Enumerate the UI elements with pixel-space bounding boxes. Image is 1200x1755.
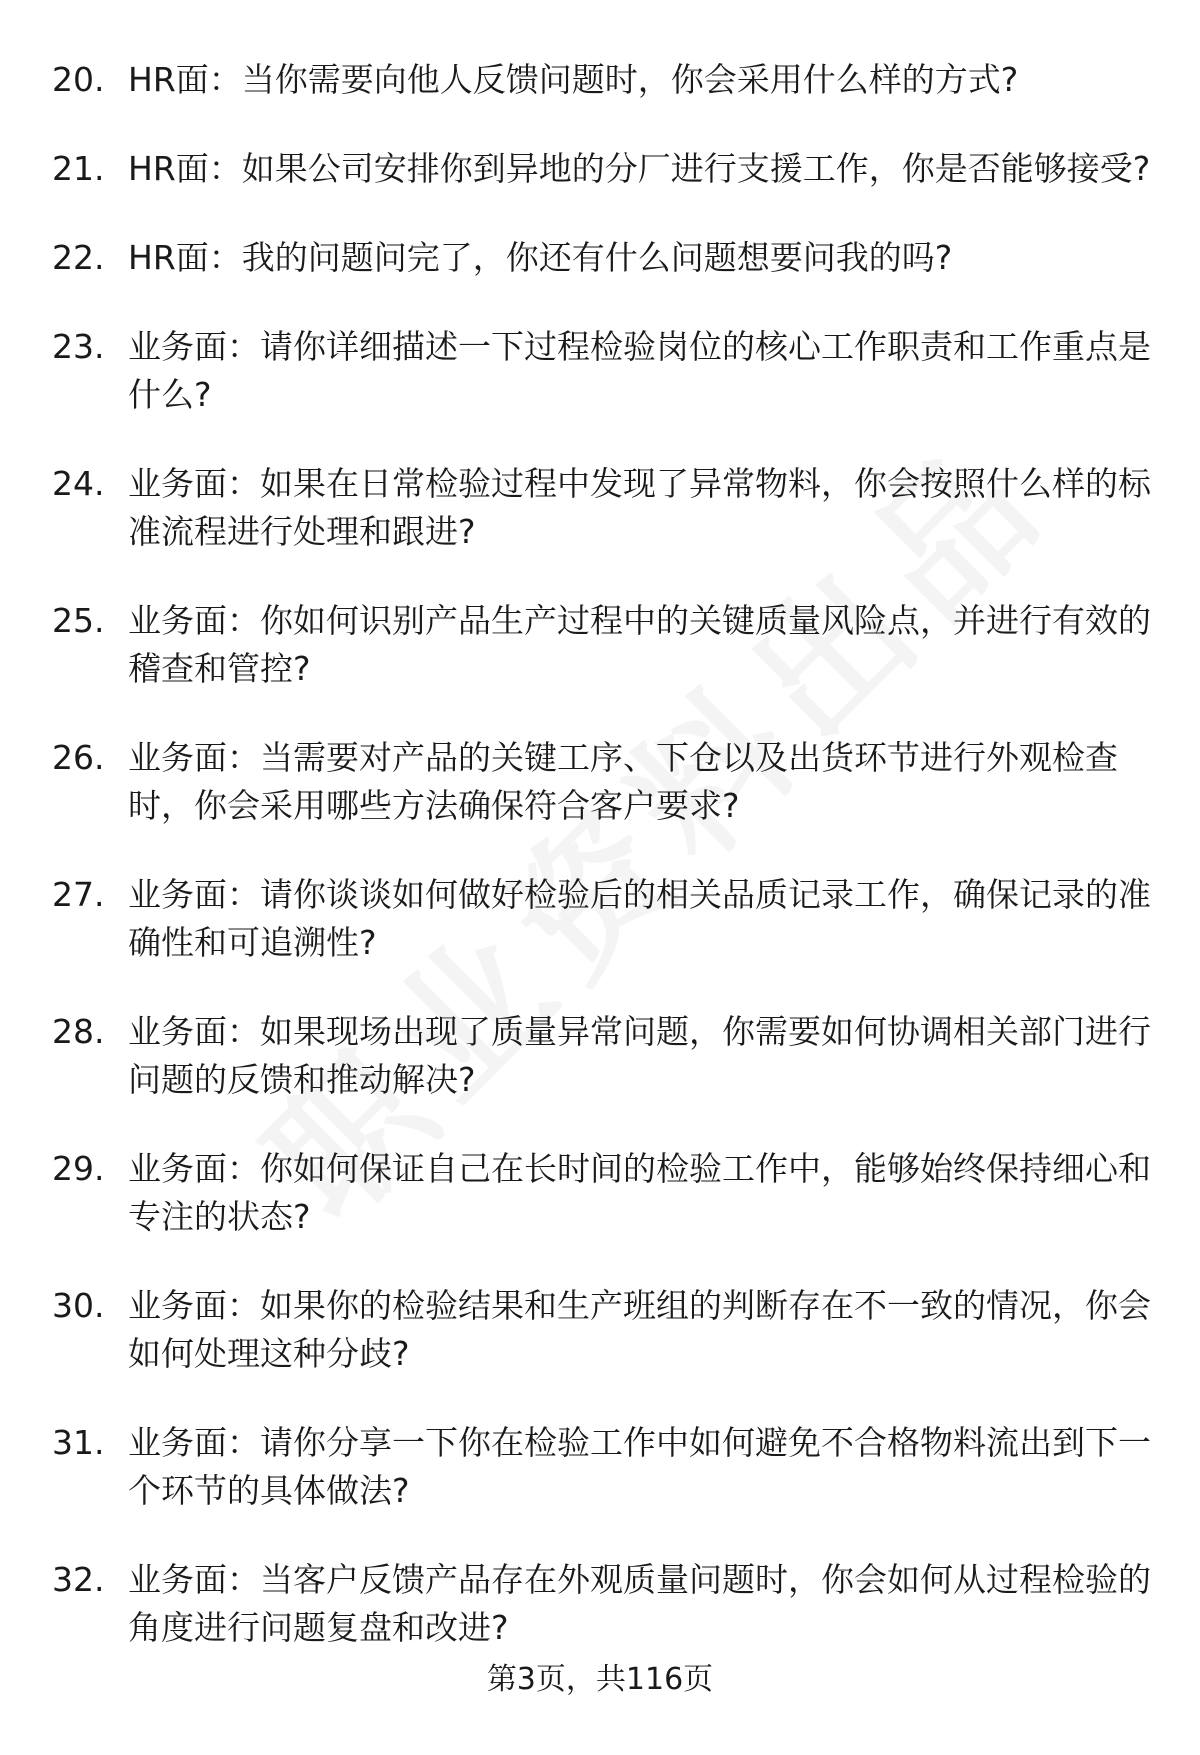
question-text: 业务面：你如何保证自己在长时间的检验工作中，能够始终保持细心和专注的状态? — [128, 1149, 1151, 1236]
question-item — [0, 1008, 1200, 1104]
page-footer: 第3页，共116页 — [486, 1662, 714, 1697]
question-number: 22. — [52, 238, 105, 277]
question-number: 32. — [52, 1560, 105, 1599]
question-text: HR面：如果公司安排你到异地的分厂进行支援工作，你是否能够接受? — [128, 149, 1151, 188]
question-text: 业务面：请你谈谈如何做好检验后的相关品质记录工作，确保记录的准确性和可追溯性? — [128, 875, 1151, 962]
question-item — [0, 734, 1200, 830]
question-item — [0, 145, 1200, 193]
question-number: 27. — [52, 875, 105, 914]
question-item — [0, 871, 1200, 967]
question-list — [0, 56, 1200, 1693]
question-text: 业务面：如果现场出现了质量异常问题，你需要如何协调相关部门进行问题的反馈和推动解决? — [128, 1012, 1151, 1099]
question-number: 26. — [52, 738, 105, 777]
question-item — [0, 234, 1200, 282]
question-text: HR面：我的问题问完了，你还有什么问题想要问我的吗? — [128, 238, 953, 277]
question-number: 29. — [52, 1149, 105, 1188]
question-text: 业务面：请你分享一下你在检验工作中如何避免不合格物料流出到下一个环节的具体做法? — [128, 1423, 1151, 1510]
question-text: 业务面：如果在日常检验过程中发现了异常物料，你会按照什么样的标准流程进行处理和跟进? — [128, 464, 1151, 551]
question-item — [0, 460, 1200, 556]
question-text: 业务面：如果你的检验结果和生产班组的判断存在不一致的情况，你会如何处理这种分歧? — [128, 1286, 1151, 1373]
question-item — [0, 56, 1200, 104]
question-item — [0, 323, 1200, 419]
question-number: 31. — [52, 1423, 105, 1462]
question-text: 业务面：你如何识别产品生产过程中的关键质量风险点，并进行有效的稽查和管控? — [128, 601, 1151, 688]
question-text: 业务面：当客户反馈产品存在外观质量问题时，你会如何从过程检验的角度进行问题复盘和改进? — [128, 1560, 1151, 1647]
question-text: 业务面：当需要对产品的关键工序、下仓以及出货环节进行外观检查时，你会采用哪些方法确保符合客户要求? — [128, 738, 1118, 825]
question-number: 25. — [52, 601, 105, 640]
question-item — [0, 1145, 1200, 1241]
question-item — [0, 1282, 1200, 1378]
question-number: 20. — [52, 60, 105, 99]
question-number: 24. — [52, 464, 105, 503]
question-number: 23. — [52, 327, 105, 366]
question-text: 业务面：请你详细描述一下过程检验岗位的核心工作职责和工作重点是什么? — [128, 327, 1151, 414]
question-number: 21. — [52, 149, 105, 188]
question-number: 28. — [52, 1012, 105, 1051]
question-number: 30. — [52, 1286, 105, 1325]
question-item — [0, 1556, 1200, 1652]
question-text: HR面：当你需要向他人反馈问题时，你会采用什么样的方式? — [128, 60, 1019, 99]
question-item — [0, 1419, 1200, 1515]
question-item — [0, 597, 1200, 693]
